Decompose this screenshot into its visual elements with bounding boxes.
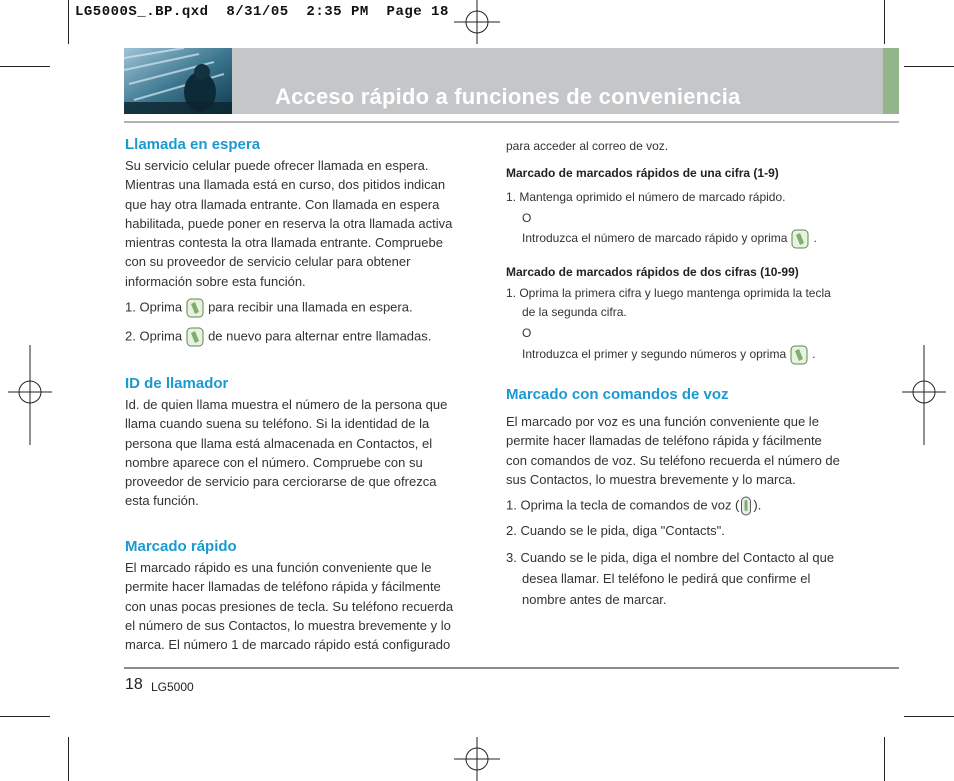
send-key-icon <box>791 229 809 249</box>
list-item: 1. Oprima para recibir una llamada en espera. <box>125 298 413 318</box>
crop-mark <box>0 716 50 717</box>
subheading-one-digit: Marcado de marcados rápidos de una cifra (1-9) <box>506 166 779 180</box>
list-item: 1. Oprima la primera cifra y luego mantenga oprimida la tecla <box>506 286 831 300</box>
list-item: Introduzca el primer y segundo números y oprima . <box>522 345 815 365</box>
registration-mark-icon <box>902 345 946 445</box>
send-key-icon <box>186 327 204 347</box>
list-item-continued: desea llamar. El teléfono le pedirá que confirme el <box>522 571 811 586</box>
model-name: LG5000 <box>151 680 194 694</box>
section-heading-caller-id: ID de llamador <box>125 375 229 392</box>
or-label: O <box>522 326 532 340</box>
crop-mark <box>884 737 885 781</box>
crop-mark <box>904 716 954 717</box>
crop-mark <box>0 66 50 67</box>
crop-mark <box>68 0 69 44</box>
list-item: 3. Cuando se le pida, diga el nombre del Contacto al que <box>506 550 835 565</box>
page-title: Acceso rápido a funciones de conveniencia <box>275 84 741 109</box>
section-heading-call-waiting: Llamada en espera <box>125 136 261 153</box>
send-key-icon <box>790 345 808 365</box>
list-item: 2. Oprima de nuevo para alternar entre llamadas. <box>125 327 431 347</box>
header-photo <box>124 48 232 114</box>
call-waiting-body: Su servicio celular puede ofrecer llamada en espera. Mientras una llamada está en curso, dos pitidos indican que hay otra llamada entrante. Con llamada en espera habilitada, puede poner en reserva la otra llamada activa mientras contesta la otra llamada entrante. Compruebe con su proveedor de servicio celular para obtener información sobre esta función. <box>125 158 453 289</box>
caller-id-body: Id. de quien llama muestra el número de la persona que llama cuando suena su teléfono. Si la identidad de la persona que llama está almacenada en Contactos, el nombre aparece con el número. Compruebe con su proveedor de servicio para cerciorarse de que ofrezca esta función. <box>125 397 448 509</box>
header-accent <box>883 48 899 114</box>
list-item: Introduzca el número de marcado rápido y oprima . <box>522 229 817 249</box>
continued-text: para acceder al correo de voz. <box>506 139 669 153</box>
registration-mark-icon <box>454 0 500 44</box>
registration-mark-icon <box>454 737 500 781</box>
divider <box>124 121 899 123</box>
crop-mark <box>68 737 69 781</box>
list-item: 1. Mantenga oprimido el número de marcado rápido. <box>506 190 786 204</box>
speed-dial-body: El marcado rápido es una función conveniente que le permite hacer llamadas de teléfono rápida y fácilmente con unas pocas presiones de tecla. Su teléfono recuerda el número de sus Contactos, lo muestra brevemente y lo marca. El número 1 de marcado rápido está configurado <box>125 560 454 653</box>
voice-dial-body: El marcado por voz es una función conveniente que le permite hacer llamadas de teléfono rápida y fácilmente con comandos de voz. Su teléfono recuerda el número de sus Contactos, lo muestra brevemente y lo marca. <box>506 414 840 487</box>
list-item-continued: nombre antes de marcar. <box>522 592 667 607</box>
registration-mark-icon <box>8 345 52 445</box>
subheading-two-digit: Marcado de marcados rápidos de dos cifras (10-99) <box>506 265 799 279</box>
voice-key-icon <box>740 496 752 516</box>
print-slug: LG5000S_.BP.qxd 8/31/05 2:35 PM Page 18 <box>75 4 449 20</box>
list-item-continued: de la segunda cifra. <box>522 305 627 319</box>
section-heading-speed-dial: Marcado rápido <box>125 538 237 555</box>
section-heading-voice-dial: Marcado con comandos de voz <box>506 386 729 403</box>
divider <box>124 667 899 669</box>
page-number: 18 <box>125 676 143 693</box>
crop-mark <box>884 0 885 44</box>
send-key-icon <box>186 298 204 318</box>
crop-mark <box>904 66 954 67</box>
list-item: 2. Cuando se le pida, diga "Contacts". <box>506 523 725 538</box>
list-item: 1. Oprima la tecla de comandos de voz ( ). <box>506 496 761 516</box>
or-label: O <box>522 211 532 225</box>
